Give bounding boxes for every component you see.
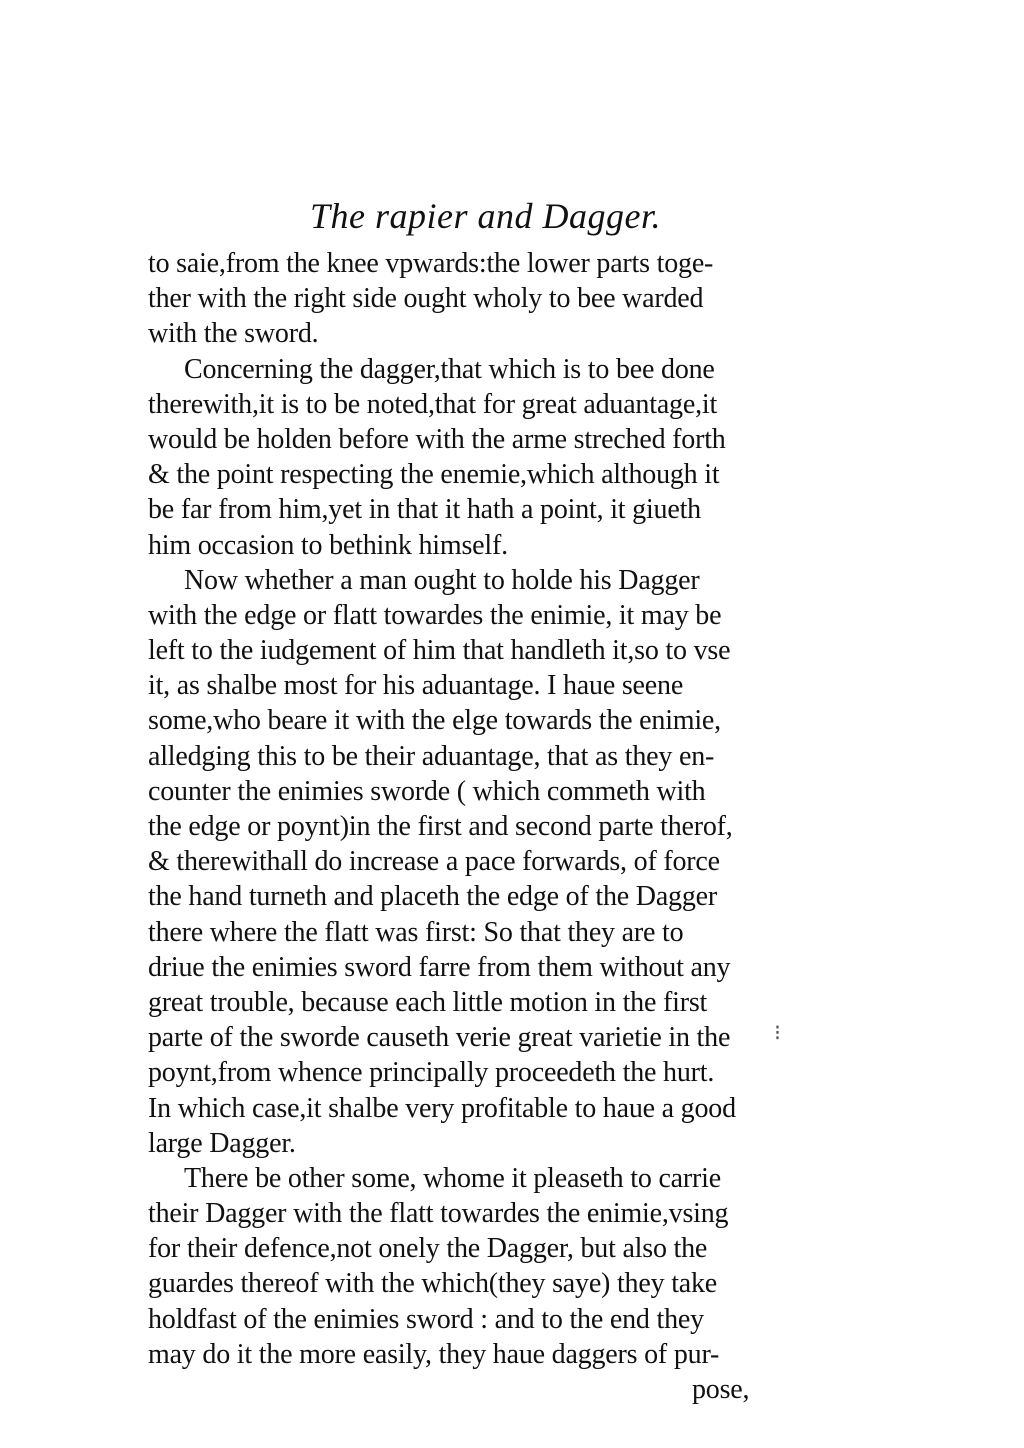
text-line: & the point respecting the enemie,which although it xyxy=(148,459,720,491)
text-line: large Dagger. xyxy=(148,1127,296,1159)
running-head: The rapier and Dagger. xyxy=(310,196,661,236)
text-line: for their defence,not onely the Dagger, but also the xyxy=(148,1233,708,1265)
text-line: There be other some, whome it pleaseth to carrie xyxy=(184,1162,721,1194)
text-line: holdfast of the enimies sword : and to the end they xyxy=(148,1303,704,1335)
text-line: counter the enimies sworde ( which commeth with xyxy=(148,775,706,807)
text-line: the edge or poynt)in the first and second parte therof, xyxy=(148,811,733,842)
text-line: parte of the sworde causeth verie great varietie in the xyxy=(148,1022,731,1054)
text-line: therewith,it is to be noted,that for great aduantage,it xyxy=(148,388,718,420)
text-line: alledging this to be their aduantage, that as they en- xyxy=(148,740,715,772)
text-line: there where the flatt was first: So that they are to xyxy=(148,916,684,948)
body-text xyxy=(148,246,778,1407)
text-line: guardes thereof with the which(they saye) they take xyxy=(148,1268,718,1300)
margin-mark: ⁝ xyxy=(774,1020,781,1045)
text-line: ther with the right side ought wholy to bee warded xyxy=(148,283,704,315)
text-line: poynt,from whence principally proceedeth the hurt. xyxy=(148,1057,715,1089)
text-line: left to the iudgement of him that handleth it,so to vse xyxy=(148,635,731,667)
text-line: their Dagger with the flatt towardes the enimie,vsing xyxy=(148,1198,729,1230)
text-line: Now whether a man ought to holde his Dagger xyxy=(184,564,700,596)
text-line: may do it the more easily, they haue daggers of pur- xyxy=(148,1338,720,1370)
text-line: the hand turneth and placeth the edge of the Dagger xyxy=(148,881,718,913)
catchword: pose, xyxy=(692,1374,750,1405)
text-line: Concerning the dagger,that which is to bee done xyxy=(184,353,715,385)
text-line: with the sword. xyxy=(148,318,319,350)
text-line: & therewithall do increase a pace forwards, of force xyxy=(148,846,720,878)
text-line: with the edge or flatt towardes the enimie, it may be xyxy=(148,599,722,631)
text-line: would be holden before with the arme streched forth xyxy=(148,423,726,455)
text-line: great trouble, because each little motion in the first xyxy=(148,986,708,1018)
text-line: to saie,from the knee vpwards:the lower parts toge- xyxy=(148,248,714,279)
text-line: be far from him,yet in that it hath a point, it giueth xyxy=(148,494,701,526)
text-line: driue the enimies sword farre from them without any xyxy=(148,951,731,983)
text-line: some,who beare it with the elge towards the enimie, xyxy=(148,705,721,737)
text-line: In which case,it shalbe very profitable to haue a good xyxy=(148,1092,736,1124)
text-line: it, as shalbe most for his aduantage. I haue seene xyxy=(148,670,684,702)
text-line: him occasion to bethink himself. xyxy=(148,529,508,561)
